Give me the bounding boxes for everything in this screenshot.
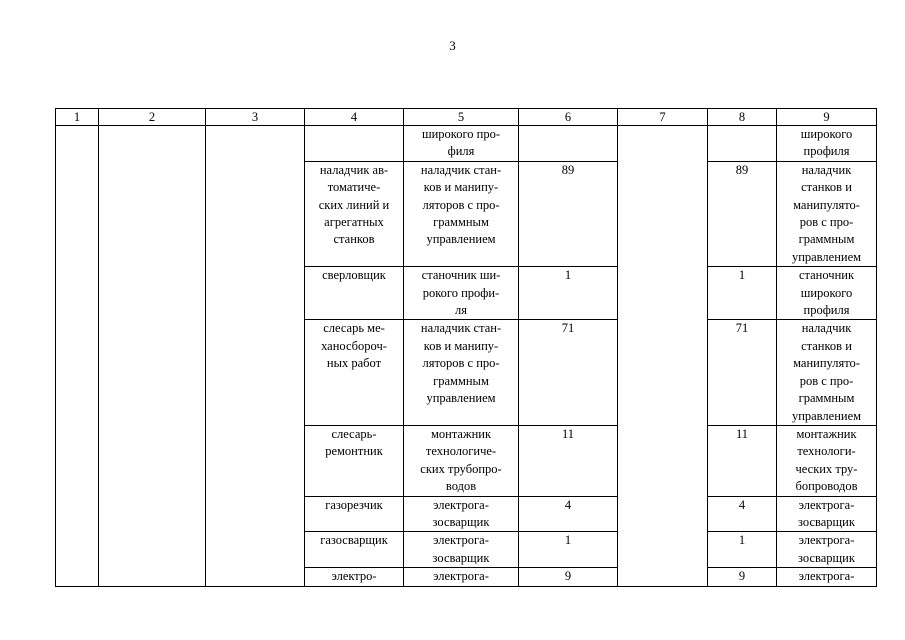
cell-count: 1 [519,532,618,568]
header-cell: 8 [708,109,777,126]
cell-profession [305,126,404,162]
header-cell: 4 [305,109,404,126]
cell-count [519,126,618,162]
cell-count: 1 [519,267,618,320]
cell-profession: наладчик ав- томатиче- ских линий и агрегатных станков [305,161,404,266]
header-cell: 7 [618,109,708,126]
cell-new-profession: наладчик стан- ков и манипу- ляторов с про- граммным управлением [404,320,519,425]
cell-count-2: 4 [708,496,777,532]
page-number: 3 [449,38,456,53]
cell-count-2: 71 [708,320,777,425]
table-header-row [56,109,877,126]
cell-new-profession: широкого про- филя [404,126,519,162]
cell-profession: слесарь- ремонтник [305,425,404,496]
cell-new-profession: электрога- зосварщик [404,496,519,532]
cell-count: 71 [519,320,618,425]
header-cell: 3 [206,109,305,126]
cell-profession-2: наладчик станков и манипулято- ров с про- граммным управлением [777,320,877,425]
cell-count-2: 89 [708,161,777,266]
cell-count-2: 1 [708,532,777,568]
header-cell: 5 [404,109,519,126]
cell-profession: газорезчик [305,496,404,532]
empty-cell-col2 [99,126,206,587]
cell-profession: слесарь ме- ханосбороч- ных работ [305,320,404,425]
cell-profession-2: монтажник технологи- ческих тру- бопроводов [777,425,877,496]
data-table [55,108,877,587]
cell-profession: газосварщик [305,532,404,568]
cell-count-2: 9 [708,568,777,586]
cell-new-profession: монтажник технологиче- ских трубопро- водов [404,425,519,496]
cell-new-profession: электрога- зосварщик [404,532,519,568]
cell-count-2: 11 [708,425,777,496]
cell-new-profession: электрога- [404,568,519,586]
cell-profession-2: станочник широкого профиля [777,267,877,320]
cell-count-2 [708,126,777,162]
cell-count: 4 [519,496,618,532]
empty-cell-col1 [56,126,99,587]
header-cell: 6 [519,109,618,126]
empty-cell-col3 [206,126,305,587]
cell-count: 11 [519,425,618,496]
header-cell: 1 [56,109,99,126]
cell-new-profession: наладчик стан- ков и манипу- ляторов с про- граммным управлением [404,161,519,266]
cell-profession: электро- [305,568,404,586]
cell-count-2: 1 [708,267,777,320]
cell-count: 9 [519,568,618,586]
cell-profession-2: электрога- зосварщик [777,532,877,568]
cell-count: 89 [519,161,618,266]
empty-cell-col7 [618,126,708,587]
table-row [56,126,877,162]
cell-profession-2: наладчик станков и манипулято- ров с про- граммным управлением [777,161,877,266]
cell-profession: сверловщик [305,267,404,320]
cell-new-profession: станочник ши- рокого профи- ля [404,267,519,320]
cell-profession-2: широкого профиля [777,126,877,162]
header-cell: 9 [777,109,877,126]
header-cell: 2 [99,109,206,126]
cell-profession-2: электрога- [777,568,877,586]
cell-profession-2: электрога- зосварщик [777,496,877,532]
